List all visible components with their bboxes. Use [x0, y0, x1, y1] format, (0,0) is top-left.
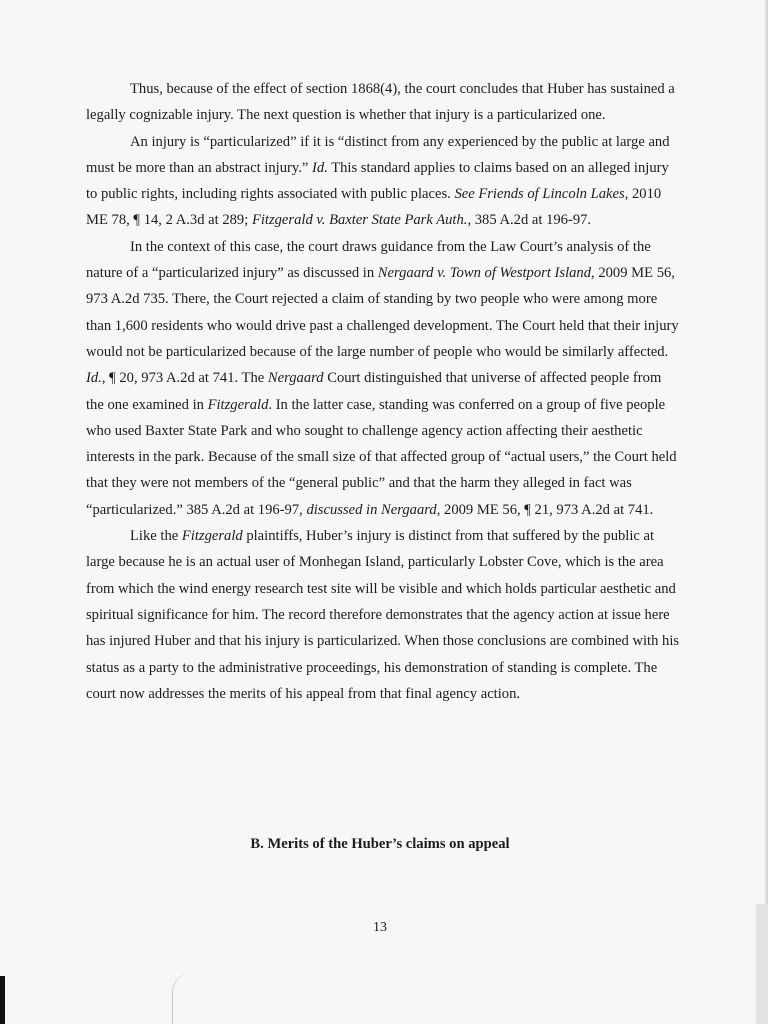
citation-italic: Fitzgerald [207, 396, 269, 413]
text-run: In the context of this case, the court draws guidance from the Law Court’s analysis of the nature of a “particularized injury” as discussed in [86, 238, 651, 282]
paragraph [86, 76, 682, 129]
body-text [86, 76, 682, 707]
paragraph [86, 523, 682, 707]
citation-italic: Fitzgerald [181, 528, 243, 545]
text-run: , 2009 ME 56, ¶ 21, 973 A.2d at 741. [436, 501, 654, 518]
paragraph [86, 234, 682, 523]
scan-artifact [172, 972, 193, 1024]
paragraph [86, 129, 682, 234]
text-run: . In the latter case, standing was conferred on a group of five people who used Baxter State Park and who sought to challenge agency action affecting their aesthetic interests in the park. Because of the small size of that affected group of “actual users,” the Court held that they were not members of the “general public” and that the harm they alleged in fact was “particularized.” 385 A.2d at 196-97, [86, 396, 677, 518]
text-run: , 2009 ME 56, 973 A.2d 735. There, the Court rejected a claim of standing by two people who were among more than 1,600 residents who would drive past a challenged development. The Court held that their injury would not be particularized because of the large number of people who would be similarly affected. [86, 265, 679, 360]
scan-edge-mark [0, 976, 5, 1024]
scan-corner [756, 904, 768, 1024]
text-run: Thus, because of the effect of section 1868(4), the court concludes that Huber has sustained a legally cognizable injury. The next question is whether that injury is a particularized one. [86, 81, 675, 124]
text-run: , ¶ 20, 973 A.2d at 741. The [101, 370, 268, 387]
text-run: Court distinguished that universe of affected people from the one examined in [86, 370, 662, 413]
citation-italic: Fitzgerald v. Baxter State Park Auth. [251, 212, 468, 229]
text-run: , 2010 ME 78, ¶ 14, 2 A.3d at 289; [86, 186, 662, 229]
citation-italic: discussed in Nergaard [306, 501, 437, 518]
text-run: plaintiffs, Huber’s injury is distinct from that suffered by the public at large because he is an actual user of Monhegan Island, particularly Lobster Cove, which is the area from which the wind energy research test site will be visible and which holds particular aesthetic and spiritual significance for him. The record therefore demonstrates that the agency action at issue here has injured Huber and that his injury is particularized. When those conclusions are combined with his status as a party to the administrative proceedings, his demonstration of standing is complete. The court now addresses the merits of his appeal from that final agency action. [86, 528, 680, 702]
citation-italic: Id. [86, 370, 102, 387]
text-run: Like the [130, 528, 182, 545]
citation-italic: Nergaard [267, 370, 324, 387]
page-number: 13 [373, 920, 387, 935]
text-run: An injury is “particularized” if it is “distinct from any experienced by the public at large and must be more than an abstract injury.” [86, 133, 670, 176]
citation-italic: Id. [312, 159, 328, 176]
section-heading: B. Merits of the Huber’s claims on appeal [250, 836, 510, 852]
text-run: , 385 A.2d at 196-97. [467, 212, 592, 229]
text-run: This standard applies to claims based on an alleged injury to public rights, including rights associated with public places. [86, 159, 669, 203]
citation-italic: Nergaard v. Town of Westport Island [377, 265, 592, 282]
citation-italic: See Friends of Lincoln Lakes [454, 186, 625, 203]
